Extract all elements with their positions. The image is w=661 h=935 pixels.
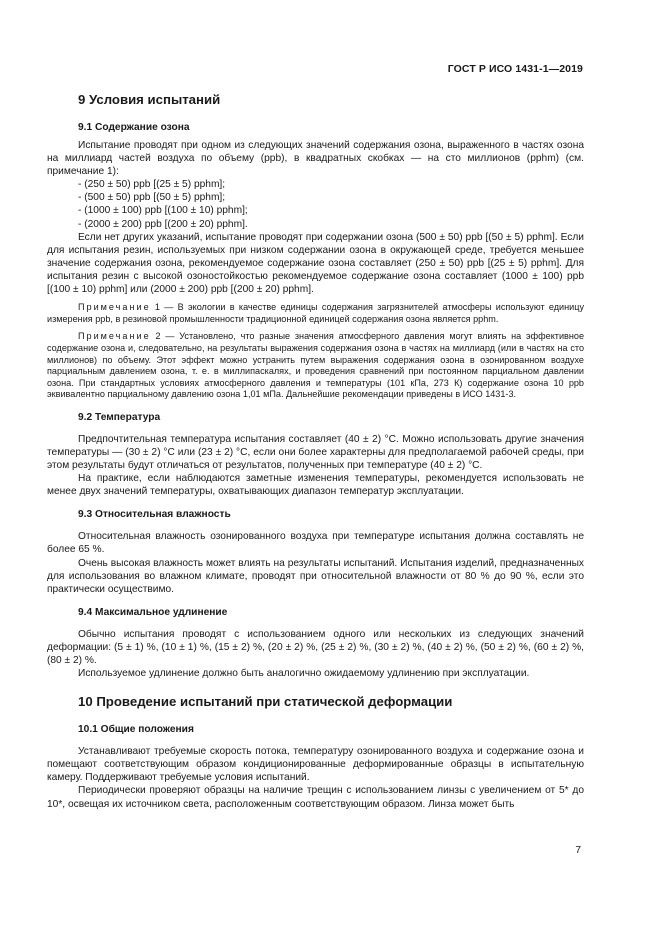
paragraph: На практике, если наблюдаются заметные изменения температуры, рекомендуется использовать не менее двух значений температуры, охватывающих диапазон температур эксплуатации. xyxy=(47,473,584,498)
page-number: 7 xyxy=(575,845,581,856)
paragraph: Периодически проверяют образцы на наличие трещин с использованием линзы с увеличением от 5* до 10*, освещая их источником света, расположенным соответствующим образом. Линза может быть xyxy=(47,785,584,810)
paragraph: Обычно испытания проводят с использованием одного или нескольких из следующих значений деформации: (5 ± 1) %, (10 ± 1) %, (15 ± 2) %, (20 ± 2) %, (25 ± 2) %, (30 ± 2) %, (40 ± 2) %, (50 ± 2) %, (60 ± 2) %, (80 ± 2) %. xyxy=(47,628,584,666)
list-item: - (1000 ± 100) ppb [(100 ± 10) pphm]; xyxy=(78,205,248,217)
list-item: - (500 ± 50) ppb [(50 ± 5) pphm]; xyxy=(78,192,226,204)
document-body xyxy=(47,92,584,811)
note-1 xyxy=(47,302,584,325)
paragraph: Относительная влажность озонированного воздуха при температуре испытания должна составлять не более 65 %. xyxy=(47,531,584,556)
paragraph: Испытание проводят при одном из следующих значений содержания озона, выраженного в частях озона на миллиард частей воздуха по объему (ppb), в квадратных скобках — на сто миллионов (pphm) (см. примечание 1): xyxy=(47,140,584,178)
note-label: Примечание xyxy=(78,331,151,342)
section-9-1-title: 9.1 Содержание озона xyxy=(78,122,190,133)
paragraph: Если нет других указаний, испытание проводят при содержании озона (500 ± 50) ppb [(50 ± 5) pphm]. Если для испытания резин, используемых при низком содержании озона в окружающей среде, требуется меньшее значение содержания озона, рекомендуемое содержание озона составляет (250 ± 50) ppb [(25 ± 5) pphm]. Для испытания резин с высокой озоностойкостью рекомендуемое содержание озона составляет (1000 ± 100) ppb [(100 ± 10) pphm] или (2000 ± 200) ppb [(200 ± 20) pphm]. xyxy=(47,231,584,296)
note-text: 2 — Установлено, что разные значения атмосферного давления могут влиять на эффективное содержание озона и, следовательно, на результаты выражения содержания озона в частях на миллиард (или в частях на сто миллионов) по объему. Этот эффект можно устранить путем выражения содержания озона в озонированном воздухе парциальным давлением озона, т. е. в миллипаскалях, и проведения сравнений при постоянном парциальном давлении озона. При стандартных условиях атмосферного давления и температуры (101 кПа, 273 К) содержание озона 10 ppb эквивалентно парциальному давлению озона 1,01 мПа. Дальнейшие рекомендации приведены в ИСО 1431-3. xyxy=(47,331,584,400)
paragraph: Предпочтительная температура испытания составляет (40 ± 2) °С. Можно использовать другие значения температуры — (30 ± 2) °С или (23 ± 2) °С, если они более характерны для предполагаемой рабочей среды, при этом результаты будут отличаться от результатов, полученных при температуре (40 ± 2) °С. xyxy=(47,433,584,472)
paragraph: Устанавливают требуемые скорость потока, температуру озонированного воздуха и содержание озона и помещают соответствующим образом кондиционированные деформированные образцы в испытательную камеру. Поддерживают требуемые условия испытаний. xyxy=(47,746,584,784)
list-item: - (2000 ± 200) ppb [(200 ± 20) pphm]. xyxy=(78,218,248,230)
section-9-3-title: 9.3 Относительная влажность xyxy=(78,509,231,521)
list-item: - (250 ± 50) ppb [(25 ± 5) pphm]; xyxy=(78,179,226,191)
section-9-4-title: 9.4 Максимальное удлинение xyxy=(78,606,228,618)
paragraph: Очень высокая влажность может влиять на результаты испытаний. Испытания изделий, предназначенных для использования во влажном климате, проводят при относительной влажности от 80 % до 90 %, если это практически осуществимо. xyxy=(47,557,584,595)
note-text: 1 — В экологии в качестве единицы содержания загрязнителей атмосферы используют единицу измерения ppb, в резиновой промышленности традиционной единицей содержания озона является pphm. xyxy=(47,302,584,324)
document-header: ГОСТ Р ИСО 1431-1—2019 xyxy=(447,63,583,75)
note-2 xyxy=(47,331,584,401)
section-10-1-title: 10.1 Общие положения xyxy=(78,724,194,736)
section-9-title: 9 Условия испытаний xyxy=(78,92,221,107)
section-10-title: 10 Проведение испытаний при статической деформации xyxy=(78,694,453,710)
section-9-2-title: 9.2 Температура xyxy=(78,411,161,423)
note-label: Примечание xyxy=(78,302,151,313)
paragraph: Используемое удлинение должно быть аналогично ожидаемому удлинению при эксплуатации. xyxy=(78,668,530,680)
